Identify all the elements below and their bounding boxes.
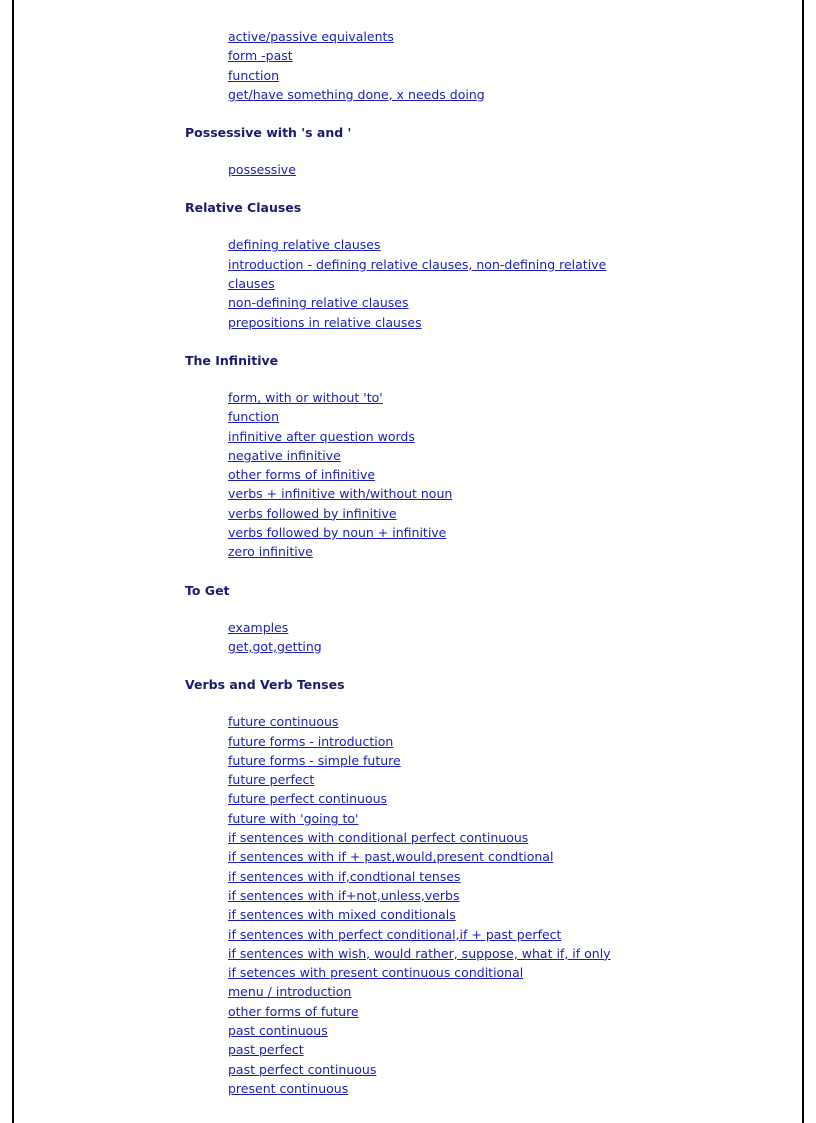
topic-link[interactable]: past perfect continuous [228, 1061, 377, 1077]
list-item [228, 712, 615, 731]
list-item [228, 847, 615, 866]
list-item [228, 1079, 615, 1098]
spacer [185, 142, 615, 160]
list-item [228, 809, 615, 828]
section-heading: To Get [185, 582, 230, 598]
list-item [228, 66, 615, 85]
topic-link[interactable]: future perfect [228, 772, 315, 788]
right-border [802, 0, 804, 1123]
topic-link[interactable]: if sentences with perfect conditional,if + past perfect [228, 926, 562, 942]
topic-link[interactable]: past continuous [228, 1022, 328, 1038]
list-item [228, 982, 615, 1001]
topic-link[interactable]: non-defining relative clauses [228, 295, 409, 311]
list-item [228, 160, 615, 179]
list-item [228, 886, 615, 905]
topic-link[interactable]: get/have something done, x needs doing [228, 86, 485, 102]
section-heading: Verbs and Verb Tenses [185, 677, 345, 693]
spacer [185, 370, 615, 388]
spacer [185, 332, 615, 351]
section-heading: Relative Clauses [185, 200, 302, 216]
link-list [185, 27, 615, 104]
list-item [228, 388, 615, 407]
list-item [228, 484, 615, 503]
topic-link[interactable]: prepositions in relative clauses [228, 314, 422, 330]
list-item [228, 1060, 615, 1079]
topic-link[interactable]: if setences with present continuous conditional [228, 965, 524, 981]
topic-link[interactable]: examples [228, 619, 289, 635]
link-list [185, 388, 615, 562]
list-item [228, 1002, 615, 1021]
list-item [228, 313, 615, 332]
topic-link[interactable]: present continuous [228, 1080, 349, 1096]
list-item [228, 770, 615, 789]
link-list [185, 235, 615, 331]
spacer [185, 562, 615, 581]
topic-link[interactable]: future continuous [228, 714, 339, 730]
list-item [228, 1021, 615, 1040]
list-item [228, 235, 615, 254]
list-item [228, 446, 615, 465]
list-item [228, 46, 615, 65]
section-heading: Possessive with 's and ' [185, 125, 352, 141]
topic-link[interactable]: if sentences with if+not,unless,verbs [228, 887, 460, 903]
topic-link[interactable]: if sentences with if + past,would,present condtional [228, 849, 554, 865]
grammar-index [185, 27, 615, 1098]
topic-link[interactable]: if sentences with wish, would rather, suppose, what if, if only [228, 945, 611, 961]
topic-link[interactable]: form, with or without 'to' [228, 389, 383, 405]
list-item [228, 867, 615, 886]
link-list [185, 712, 615, 1098]
spacer [185, 104, 615, 123]
list-item [228, 523, 615, 542]
topic-link[interactable]: verbs followed by infinitive [228, 505, 397, 521]
topic-link[interactable]: get,got,getting [228, 638, 322, 654]
list-item [228, 925, 615, 944]
list-item [228, 542, 615, 561]
topic-link[interactable]: negative infinitive [228, 447, 341, 463]
list-item [228, 732, 615, 751]
topic-link[interactable]: other forms of infinitive [228, 467, 376, 483]
list-item [228, 465, 615, 484]
list-item [228, 828, 615, 847]
topic-link[interactable]: menu / introduction [228, 984, 352, 1000]
topic-link[interactable]: active/passive equivalents [228, 29, 394, 44]
topic-link[interactable]: future with 'going to' [228, 810, 359, 826]
topic-link[interactable]: if sentences with if,condtional tenses [228, 868, 461, 884]
topic-link[interactable]: defining relative clauses [228, 237, 381, 253]
topic-link[interactable]: possessive [228, 162, 296, 178]
spacer [185, 694, 615, 712]
list-item [228, 27, 615, 46]
topic-link[interactable]: function [228, 67, 280, 83]
topic-link[interactable]: form -past [228, 48, 293, 64]
list-item [228, 751, 615, 770]
spacer [185, 656, 615, 675]
link-list [185, 160, 615, 179]
list-item [228, 944, 615, 963]
topic-link[interactable]: future forms - simple future [228, 752, 401, 768]
list-item [228, 963, 615, 982]
list-item [228, 255, 615, 294]
section-heading: The Infinitive [185, 352, 279, 368]
topic-link[interactable]: zero infinitive [228, 544, 313, 560]
spacer [185, 179, 615, 198]
list-item [228, 504, 615, 523]
topic-link[interactable]: infinitive after question words [228, 428, 415, 444]
list-item [228, 293, 615, 312]
topic-link[interactable]: past perfect [228, 1042, 304, 1058]
topic-link[interactable]: future forms - introduction [228, 733, 394, 749]
list-item [228, 618, 615, 637]
topic-link[interactable]: if sentences with mixed conditionals [228, 907, 456, 923]
list-item [228, 407, 615, 426]
topic-link[interactable]: function [228, 409, 280, 425]
topic-link[interactable]: verbs followed by noun + infinitive [228, 525, 447, 541]
topic-link[interactable]: future perfect continuous [228, 791, 388, 807]
spacer [185, 217, 615, 235]
link-list [185, 618, 615, 657]
left-border [12, 0, 14, 1123]
list-item [228, 1040, 615, 1059]
list-item [228, 905, 615, 924]
spacer [185, 600, 615, 618]
topic-link[interactable]: verbs + infinitive with/without noun [228, 486, 453, 502]
list-item [228, 85, 615, 104]
topic-link[interactable]: other forms of future [228, 1003, 359, 1019]
list-item [228, 637, 615, 656]
list-item [228, 789, 615, 808]
list-item [228, 427, 615, 446]
topic-link[interactable]: introduction - defining relative clauses, non-defining relative clauses [228, 256, 607, 292]
topic-link[interactable]: if sentences with conditional perfect continuous [228, 830, 529, 846]
